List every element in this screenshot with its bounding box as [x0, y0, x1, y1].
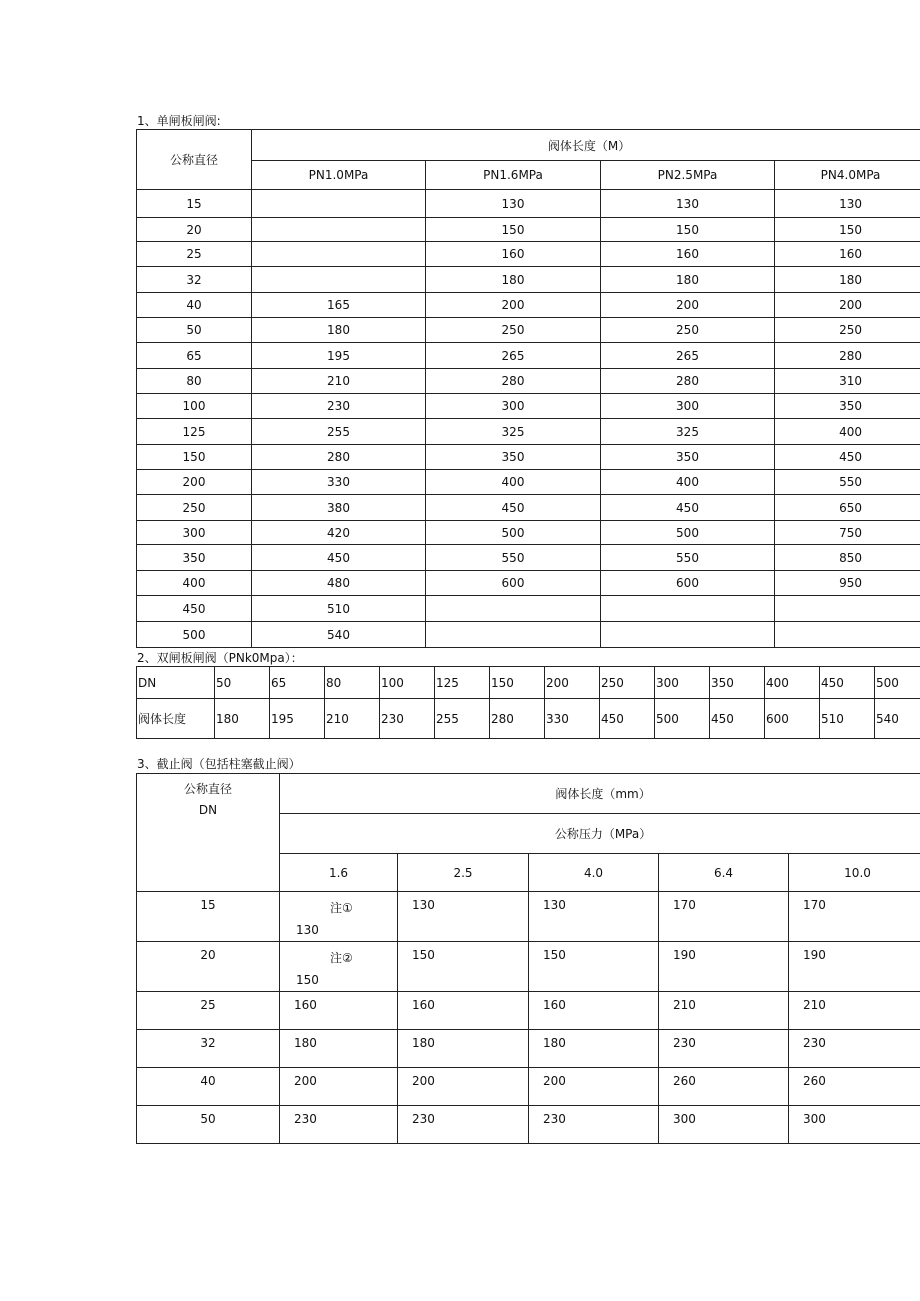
- table-row: [137, 242, 920, 267]
- cell-length: 250: [426, 318, 601, 343]
- cell-length: 200: [426, 293, 601, 318]
- cell-length: 180: [280, 1030, 398, 1068]
- cell-length: [775, 596, 920, 622]
- cell-length: 130: [775, 190, 920, 218]
- cell-length: 210: [325, 699, 380, 739]
- cell-length: 180: [252, 318, 426, 343]
- cell-dn: 350: [710, 667, 765, 699]
- section2-title: 2、双闸板闸阀（PNk0Mpa）：: [137, 651, 303, 665]
- header-nominal-diameter: [137, 774, 280, 892]
- cell-length: 500: [655, 699, 710, 739]
- table-row: [137, 318, 920, 343]
- cell-length: 550: [775, 470, 920, 495]
- cell-length: 280: [252, 445, 426, 470]
- cell-length: [252, 242, 426, 267]
- header-nominal-diameter-line1: 公称直径: [183, 782, 232, 796]
- cell-length: 265: [426, 343, 601, 369]
- header-pressure: PN4.0MPa: [775, 161, 920, 190]
- cell-length: 230: [529, 1106, 659, 1144]
- cell-dn: 65: [137, 343, 252, 369]
- cell-length: 260: [789, 1068, 920, 1106]
- cell-length: 130: [296, 923, 319, 937]
- cell-length: 325: [601, 419, 775, 445]
- cell-dn: 50: [215, 667, 270, 699]
- cell-dn: 450: [137, 596, 252, 622]
- cell-length: 260: [659, 1068, 789, 1106]
- cell-dn: 25: [137, 242, 252, 267]
- cell-dn: 400: [765, 667, 820, 699]
- cell-length: 330: [545, 699, 600, 739]
- cell-length: 230: [789, 1030, 920, 1068]
- header-pressure: PN1.0MPa: [252, 161, 426, 190]
- cell-dn: 50: [137, 318, 252, 343]
- cell-length: [426, 622, 601, 648]
- cell-length: 195: [252, 343, 426, 369]
- cell-length: 180: [529, 1030, 659, 1068]
- cell-dn: 350: [137, 545, 252, 571]
- cell-length: 300: [659, 1106, 789, 1144]
- cell-dn: 20: [137, 218, 252, 242]
- cell-length: [775, 622, 920, 648]
- cell-length: 300: [601, 394, 775, 419]
- cell-length: 230: [398, 1106, 529, 1144]
- cell-dn: 250: [137, 495, 252, 521]
- header-pressure: 10.0: [789, 854, 920, 892]
- cell-length: 850: [775, 545, 920, 571]
- cell-dn: 250: [600, 667, 655, 699]
- cell-dn: 15: [137, 190, 252, 218]
- cell-length: 150: [775, 218, 920, 242]
- table-row: [137, 942, 920, 992]
- cell-dn: 80: [325, 667, 380, 699]
- table-row: [137, 419, 920, 445]
- note-mark: 注②: [330, 951, 353, 965]
- cell-length: 510: [820, 699, 875, 739]
- table-row: [137, 667, 920, 699]
- cell-length: 170: [659, 892, 789, 942]
- cell-dn: 20: [137, 942, 280, 992]
- header-pressure: PN1.6MPa: [426, 161, 601, 190]
- cell-length: [252, 267, 426, 293]
- cell-length: 600: [765, 699, 820, 739]
- section1-title: 1、单闸板闸阀:: [137, 114, 221, 128]
- cell-length: 280: [426, 369, 601, 394]
- table-row: [137, 343, 920, 369]
- cell-dn: 32: [137, 1030, 280, 1068]
- cell-dn: 125: [435, 667, 490, 699]
- cell-length: 170: [789, 892, 920, 942]
- cell-length: 450: [600, 699, 655, 739]
- cell-length: 450: [710, 699, 765, 739]
- cell-length: 150: [529, 942, 659, 992]
- table-row: [137, 992, 920, 1030]
- cell-length: 180: [398, 1030, 529, 1068]
- cell-length: 160: [775, 242, 920, 267]
- cell-dn: 400: [137, 571, 252, 596]
- cell-length: 180: [426, 267, 601, 293]
- header-body-length: 阀体长度（mm）: [280, 774, 920, 814]
- header-nominal-diameter: 公称直径: [137, 130, 252, 190]
- table-row: [137, 1106, 920, 1144]
- cell-length: 200: [529, 1068, 659, 1106]
- header-dn-line2: DN: [198, 803, 218, 817]
- cell-length-with-note: [280, 942, 398, 992]
- cell-length: 160: [529, 992, 659, 1030]
- cell-length: 160: [398, 992, 529, 1030]
- cell-length: 130: [426, 190, 601, 218]
- cell-length: 255: [252, 419, 426, 445]
- cell-length: [426, 596, 601, 622]
- section3-title: 3、截止阀（包括柱塞截止阀）: [137, 757, 301, 771]
- cell-dn: 25: [137, 992, 280, 1030]
- cell-length: 950: [775, 571, 920, 596]
- cell-length: 180: [601, 267, 775, 293]
- cell-length: 420: [252, 521, 426, 545]
- cell-length: 210: [252, 369, 426, 394]
- table-row: [137, 699, 920, 739]
- cell-dn: 125: [137, 419, 252, 445]
- cell-length: 300: [789, 1106, 920, 1144]
- cell-length: 350: [775, 394, 920, 419]
- cell-dn: 200: [137, 470, 252, 495]
- cell-length: [252, 190, 426, 218]
- table-row: [137, 394, 920, 419]
- header-pressure: 4.0: [529, 854, 659, 892]
- header-pressure: PN2.5MPa: [601, 161, 775, 190]
- cell-length: 500: [426, 521, 601, 545]
- cell-dn: 32: [137, 267, 252, 293]
- globe-valve-table: [136, 773, 920, 1144]
- cell-length: 450: [426, 495, 601, 521]
- cell-dn: 300: [137, 521, 252, 545]
- cell-length: 180: [215, 699, 270, 739]
- cell-length: 540: [875, 699, 920, 739]
- header-pressure: 6.4: [659, 854, 789, 892]
- table-row: [137, 571, 920, 596]
- cell-length: 550: [601, 545, 775, 571]
- table-row: [137, 596, 920, 622]
- header-body-length: 阀体长度（M）: [252, 130, 920, 161]
- table-row: [137, 545, 920, 571]
- cell-length: 510: [252, 596, 426, 622]
- cell-length: 190: [659, 942, 789, 992]
- cell-length: 400: [426, 470, 601, 495]
- cell-dn: 150: [490, 667, 545, 699]
- table-row: [137, 218, 920, 242]
- row-label-length: 阀体长度: [137, 699, 215, 739]
- cell-length: 350: [426, 445, 601, 470]
- cell-length: 200: [398, 1068, 529, 1106]
- cell-length: 200: [775, 293, 920, 318]
- cell-length: 180: [775, 267, 920, 293]
- cell-length: 310: [775, 369, 920, 394]
- cell-dn: 450: [820, 667, 875, 699]
- table-row: [137, 622, 920, 648]
- table-row: [137, 1030, 920, 1068]
- table-row: [137, 470, 920, 495]
- cell-dn: 40: [137, 293, 252, 318]
- table-row: [137, 267, 920, 293]
- cell-length: 190: [789, 942, 920, 992]
- cell-length: 650: [775, 495, 920, 521]
- cell-length: 210: [659, 992, 789, 1030]
- cell-length: 230: [380, 699, 435, 739]
- cell-length: 195: [270, 699, 325, 739]
- cell-length: 130: [601, 190, 775, 218]
- header-nominal-pressure: 公称压力（MPa）: [280, 814, 920, 854]
- table-row: [137, 445, 920, 470]
- cell-length: 265: [601, 343, 775, 369]
- cell-dn: 15: [137, 892, 280, 942]
- cell-length: 480: [252, 571, 426, 596]
- cell-length: 230: [252, 394, 426, 419]
- cell-dn: 100: [137, 394, 252, 419]
- cell-length: 250: [601, 318, 775, 343]
- cell-length: 500: [601, 521, 775, 545]
- cell-length: 210: [789, 992, 920, 1030]
- cell-dn: 50: [137, 1106, 280, 1144]
- cell-dn: 150: [137, 445, 252, 470]
- cell-length: 325: [426, 419, 601, 445]
- cell-length: 150: [296, 973, 319, 987]
- gate-valve-double-table: [136, 666, 920, 739]
- cell-length: 130: [529, 892, 659, 942]
- cell-length: 450: [775, 445, 920, 470]
- table-row: [137, 1068, 920, 1106]
- cell-length: 200: [280, 1068, 398, 1106]
- table-row: [137, 293, 920, 318]
- table-row: [137, 369, 920, 394]
- cell-dn: 300: [655, 667, 710, 699]
- header-pressure: 1.6: [280, 854, 398, 892]
- cell-length: 280: [490, 699, 545, 739]
- cell-length: 160: [426, 242, 601, 267]
- cell-length: 540: [252, 622, 426, 648]
- cell-length: [601, 622, 775, 648]
- cell-length: 550: [426, 545, 601, 571]
- row-label-dn: DN: [137, 667, 215, 699]
- cell-dn: 500: [875, 667, 920, 699]
- cell-length: 280: [601, 369, 775, 394]
- table-row: [137, 190, 920, 218]
- table-row: [137, 495, 920, 521]
- cell-length: 230: [659, 1030, 789, 1068]
- cell-length: 600: [601, 571, 775, 596]
- note-mark: 注①: [330, 901, 353, 915]
- cell-dn: 100: [380, 667, 435, 699]
- cell-length: 600: [426, 571, 601, 596]
- gate-valve-single-table: [136, 129, 920, 648]
- cell-length: 450: [252, 545, 426, 571]
- cell-dn: 500: [137, 622, 252, 648]
- cell-length: 255: [435, 699, 490, 739]
- cell-length: [601, 596, 775, 622]
- cell-length: 380: [252, 495, 426, 521]
- cell-length: 400: [775, 419, 920, 445]
- cell-length: 330: [252, 470, 426, 495]
- table-row: [137, 521, 920, 545]
- cell-dn: 40: [137, 1068, 280, 1106]
- cell-length: 750: [775, 521, 920, 545]
- cell-length: 230: [280, 1106, 398, 1144]
- cell-length: 300: [426, 394, 601, 419]
- cell-length: 165: [252, 293, 426, 318]
- cell-length: 250: [775, 318, 920, 343]
- cell-dn: 80: [137, 369, 252, 394]
- cell-length: 280: [775, 343, 920, 369]
- cell-dn: 65: [270, 667, 325, 699]
- header-pressure: 2.5: [398, 854, 529, 892]
- cell-length: 350: [601, 445, 775, 470]
- cell-length: 450: [601, 495, 775, 521]
- cell-length: 150: [601, 218, 775, 242]
- cell-length: 160: [280, 992, 398, 1030]
- cell-length: 150: [398, 942, 529, 992]
- cell-length: 150: [426, 218, 601, 242]
- cell-length: 160: [601, 242, 775, 267]
- cell-length: 130: [398, 892, 529, 942]
- table-row: [137, 892, 920, 942]
- cell-length-with-note: [280, 892, 398, 942]
- cell-length: 400: [601, 470, 775, 495]
- cell-length: 200: [601, 293, 775, 318]
- cell-dn: 200: [545, 667, 600, 699]
- cell-length: [252, 218, 426, 242]
